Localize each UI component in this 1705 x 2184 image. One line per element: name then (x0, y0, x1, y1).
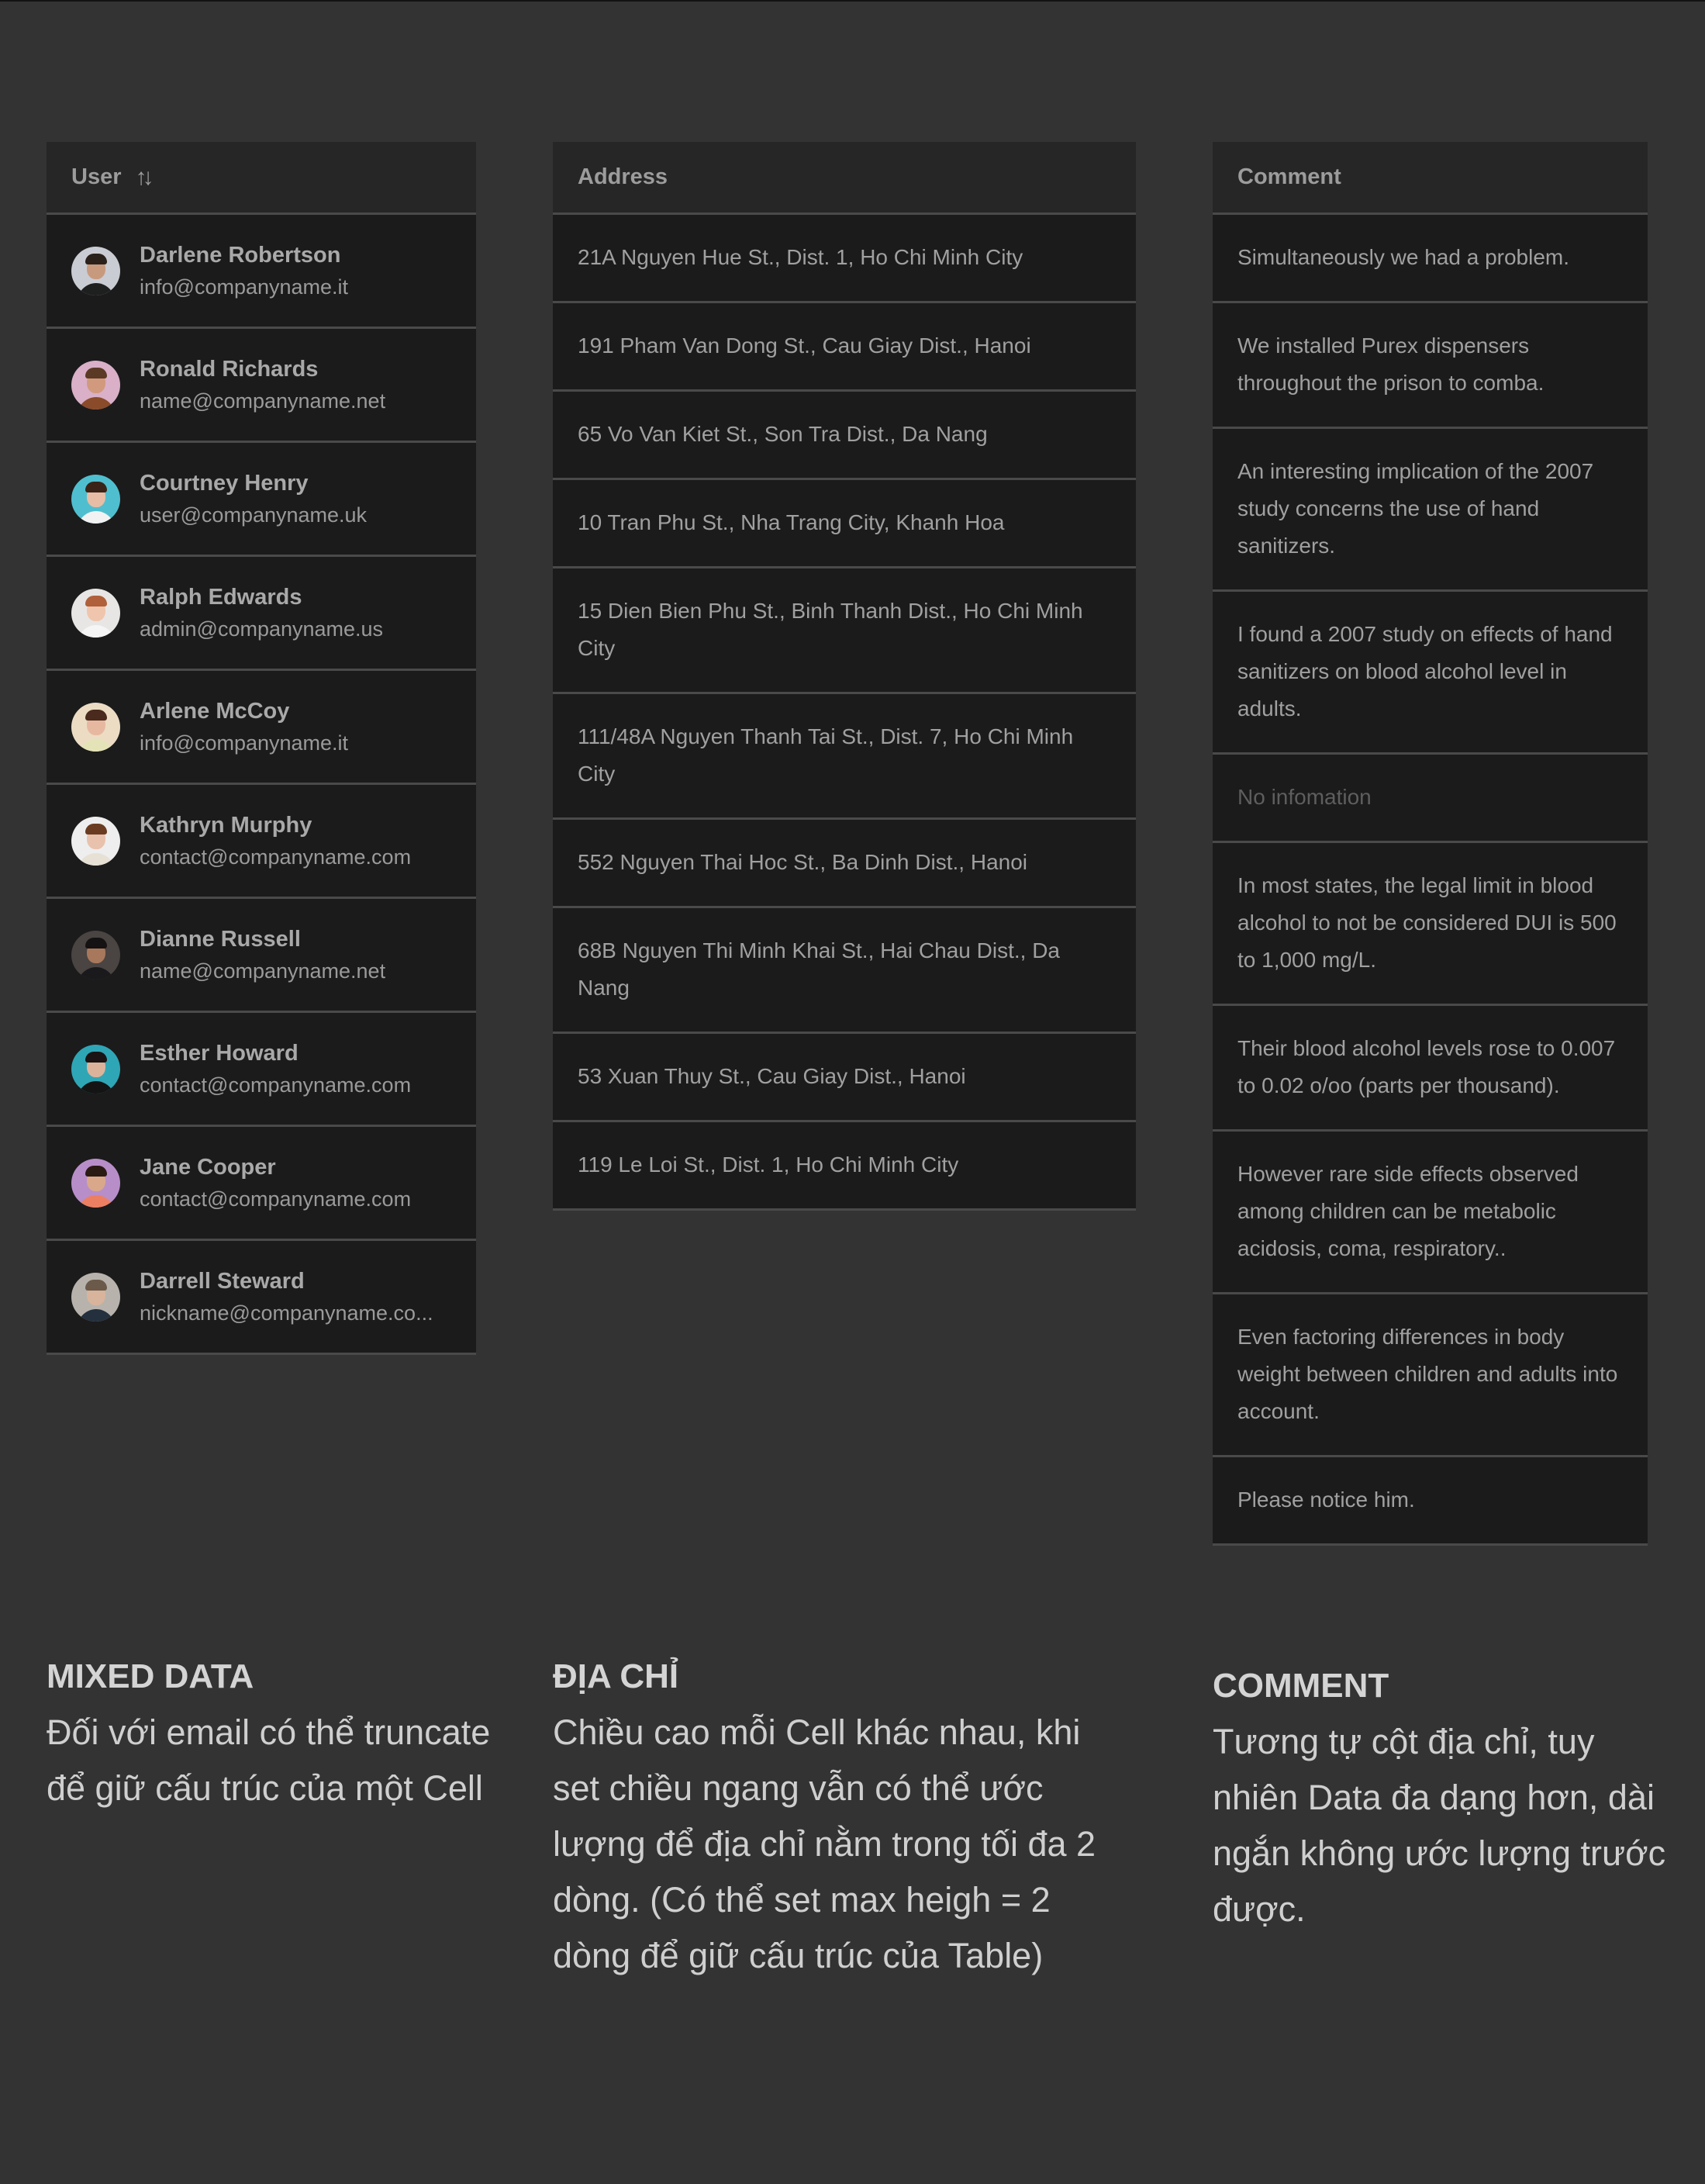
address-row[interactable] (553, 303, 1136, 392)
comment-table (1213, 142, 1648, 1546)
note-title: COMMENT (1213, 1667, 1389, 1705)
user-row[interactable] (47, 443, 476, 557)
user-table (47, 142, 476, 1355)
user-info (140, 1151, 451, 1215)
address-text: 552 Nguyen Thai Hoc St., Ba Dinh Dist., Hanoi (578, 850, 1028, 874)
comment-text: We installed Purex dispensers throughout the prison to comba. (1237, 333, 1545, 395)
user-email: user@companyname.uk (140, 503, 368, 527)
user-name: Arlene McCoy (140, 699, 290, 724)
address-text: 10 Tran Phu St., Nha Trang City, Khanh Hoa (578, 510, 1005, 534)
avatar-hair-shape (85, 596, 107, 606)
avatar-hair-shape (85, 824, 107, 835)
comment-row[interactable] (1213, 592, 1648, 755)
address-row[interactable] (553, 694, 1136, 820)
address-table (553, 142, 1136, 1211)
avatar-body-shape (78, 1309, 115, 1322)
avatar-body-shape (78, 967, 115, 980)
address-row[interactable] (553, 215, 1136, 303)
user-name: Dianne Russell (140, 927, 301, 952)
user-rows (47, 215, 476, 1355)
comment-text: Please notice him. (1237, 1488, 1415, 1512)
address-rows (553, 215, 1136, 1211)
address-text: 119 Le Loi St., Dist. 1, Ho Chi Minh City (578, 1152, 959, 1177)
user-email: contact@companyname.com (140, 845, 412, 869)
user-email: contact@companyname.com (140, 1187, 412, 1211)
comment-row[interactable] (1213, 843, 1648, 1006)
avatar-hair-shape (85, 1052, 107, 1063)
user-row[interactable] (47, 1127, 476, 1241)
avatar-hair-shape (85, 1280, 107, 1291)
user-row[interactable] (47, 215, 476, 329)
note-mixed-data (47, 1649, 496, 1816)
user-name: Ronald Richards (140, 357, 319, 382)
address-text: 111/48A Nguyen Thanh Tai St., Dist. 7, Ho Chi Minh City (578, 724, 1074, 786)
user-row[interactable] (47, 785, 476, 899)
user-row[interactable] (47, 1013, 476, 1127)
address-text: 53 Xuan Thuy St., Cau Giay Dist., Hanoi (578, 1064, 966, 1088)
comment-text: Their blood alcohol levels rose to 0.007 to 0.02 o/oo (parts per thousand). (1237, 1036, 1616, 1097)
user-info (140, 1265, 451, 1329)
address-row[interactable] (553, 1122, 1136, 1211)
user-name: Jane Cooper (140, 1155, 276, 1180)
user-name: Darlene Robertson (140, 243, 341, 268)
avatar-hair-shape (85, 368, 107, 378)
avatar-body-shape (78, 625, 115, 638)
user-name: Esther Howard (140, 1041, 299, 1066)
user-email: contact@companyname.com (140, 1073, 412, 1097)
user-header-label: User (71, 164, 122, 189)
avatar (71, 931, 120, 980)
address-row[interactable] (553, 392, 1136, 480)
avatar (71, 1159, 120, 1208)
comment-row[interactable] (1213, 1132, 1648, 1294)
comment-text: Simultaneously we had a problem. (1237, 245, 1570, 269)
sort-icon[interactable]: ↑↓ (135, 164, 150, 190)
avatar-hair-shape (85, 1166, 107, 1177)
avatar-hair-shape (85, 482, 107, 492)
note-address (553, 1649, 1111, 1984)
address-header-label: Address (578, 164, 668, 189)
address-text: 21A Nguyen Hue St., Dist. 1, Ho Chi Minh City (578, 245, 1023, 269)
address-text: 191 Pham Van Dong St., Cau Giay Dist., Hanoi (578, 333, 1031, 358)
address-text: 15 Dien Bien Phu St., Binh Thanh Dist., Ho Chi Minh City (578, 599, 1083, 660)
avatar (71, 1045, 120, 1094)
user-row[interactable] (47, 329, 476, 443)
avatar-hair-shape (85, 710, 107, 721)
user-name: Courtney Henry (140, 471, 309, 496)
comment-text: However rare side effects observed among children can be metabolic acidosis, coma, respiratory.. (1237, 1162, 1579, 1260)
note-body: Chiều cao mỗi Cell khác nhau, khi set chiều ngang vẫn có thể ước lượng để địa chỉ nằm trong tối đa 2 dòng. (Có thể set max heigh = 2 dòng để giữ cấu trúc của Table) (553, 1712, 1096, 1975)
comment-text: In most states, the legal limit in blood alcohol to not be considered DUI is 500 to 1,000 mg/L. (1237, 873, 1617, 972)
avatar-body-shape (78, 853, 115, 866)
comment-header-label: Comment (1237, 164, 1341, 189)
note-title: ĐỊA CHỈ (553, 1657, 679, 1695)
comment-text: Even factoring differences in body weight between children and adults into account. (1237, 1325, 1618, 1423)
comment-column-header[interactable] (1213, 142, 1648, 215)
user-email: info@companyname.it (140, 731, 349, 755)
user-row[interactable] (47, 671, 476, 785)
user-info (140, 581, 451, 644)
comment-text: An interesting implication of the 2007 study concerns the use of hand sanitizers. (1237, 459, 1594, 558)
avatar (71, 589, 120, 638)
comment-row[interactable] (1213, 303, 1648, 429)
avatar (71, 703, 120, 752)
user-name: Darrell Steward (140, 1269, 305, 1294)
note-body: Đối với email có thể truncate để giữ cấu trúc của một Cell (47, 1712, 491, 1808)
user-info (140, 695, 451, 759)
user-name: Kathryn Murphy (140, 813, 312, 838)
user-info (140, 467, 451, 530)
comment-row[interactable] (1213, 755, 1648, 843)
comment-row[interactable] (1213, 215, 1648, 303)
user-email: nickname@companyname.co... (140, 1301, 433, 1325)
avatar (71, 361, 120, 410)
comment-row[interactable] (1213, 1457, 1648, 1546)
address-row[interactable] (553, 568, 1136, 694)
avatar-body-shape (78, 1195, 115, 1208)
avatar-body-shape (78, 739, 115, 752)
address-row[interactable] (553, 820, 1136, 908)
avatar-body-shape (78, 1081, 115, 1094)
comment-rows (1213, 215, 1648, 1546)
note-body: Tương tự cột địa chỉ, tuy nhiên Data đa dạng hơn, dài ngắn không ước lượng trước được. (1213, 1722, 1666, 1929)
user-email: name@companyname.net (140, 389, 386, 413)
user-info (140, 353, 451, 416)
comment-row[interactable] (1213, 1294, 1648, 1457)
user-row[interactable] (47, 899, 476, 1013)
user-name: Ralph Edwards (140, 585, 302, 610)
avatar-hair-shape (85, 938, 107, 949)
address-text: 68B Nguyen Thi Minh Khai St., Hai Chau Dist., Da Nang (578, 938, 1061, 1000)
avatar-body-shape (78, 397, 115, 410)
comment-text: I found a 2007 study on effects of hand sanitizers on blood alcohol level in adults. (1237, 622, 1613, 721)
avatar (71, 247, 120, 295)
user-info (140, 923, 451, 987)
avatar-body-shape (78, 511, 115, 524)
comment-row[interactable] (1213, 429, 1648, 592)
avatar (71, 817, 120, 866)
avatar-hair-shape (85, 254, 107, 264)
user-row[interactable] (47, 1241, 476, 1355)
address-text: 65 Vo Van Kiet St., Son Tra Dist., Da Nang (578, 422, 988, 446)
note-comment (1213, 1658, 1678, 1937)
note-title: MIXED DATA (47, 1657, 254, 1695)
address-column-header[interactable] (553, 142, 1136, 215)
address-row[interactable] (553, 480, 1136, 568)
avatar-body-shape (78, 283, 115, 295)
user-info (140, 239, 451, 302)
comment-row[interactable] (1213, 1006, 1648, 1132)
user-row[interactable] (47, 557, 476, 671)
user-info (140, 809, 451, 873)
address-row[interactable] (553, 1034, 1136, 1122)
empty-comment-placeholder: No infomation (1237, 785, 1372, 809)
user-email: info@companyname.it (140, 275, 349, 299)
user-email: name@companyname.net (140, 959, 386, 983)
user-email: admin@companyname.us (140, 617, 384, 641)
user-column-header[interactable] (47, 142, 476, 215)
user-info (140, 1037, 451, 1101)
address-row[interactable] (553, 908, 1136, 1034)
avatar (71, 475, 120, 524)
avatar (71, 1273, 120, 1322)
